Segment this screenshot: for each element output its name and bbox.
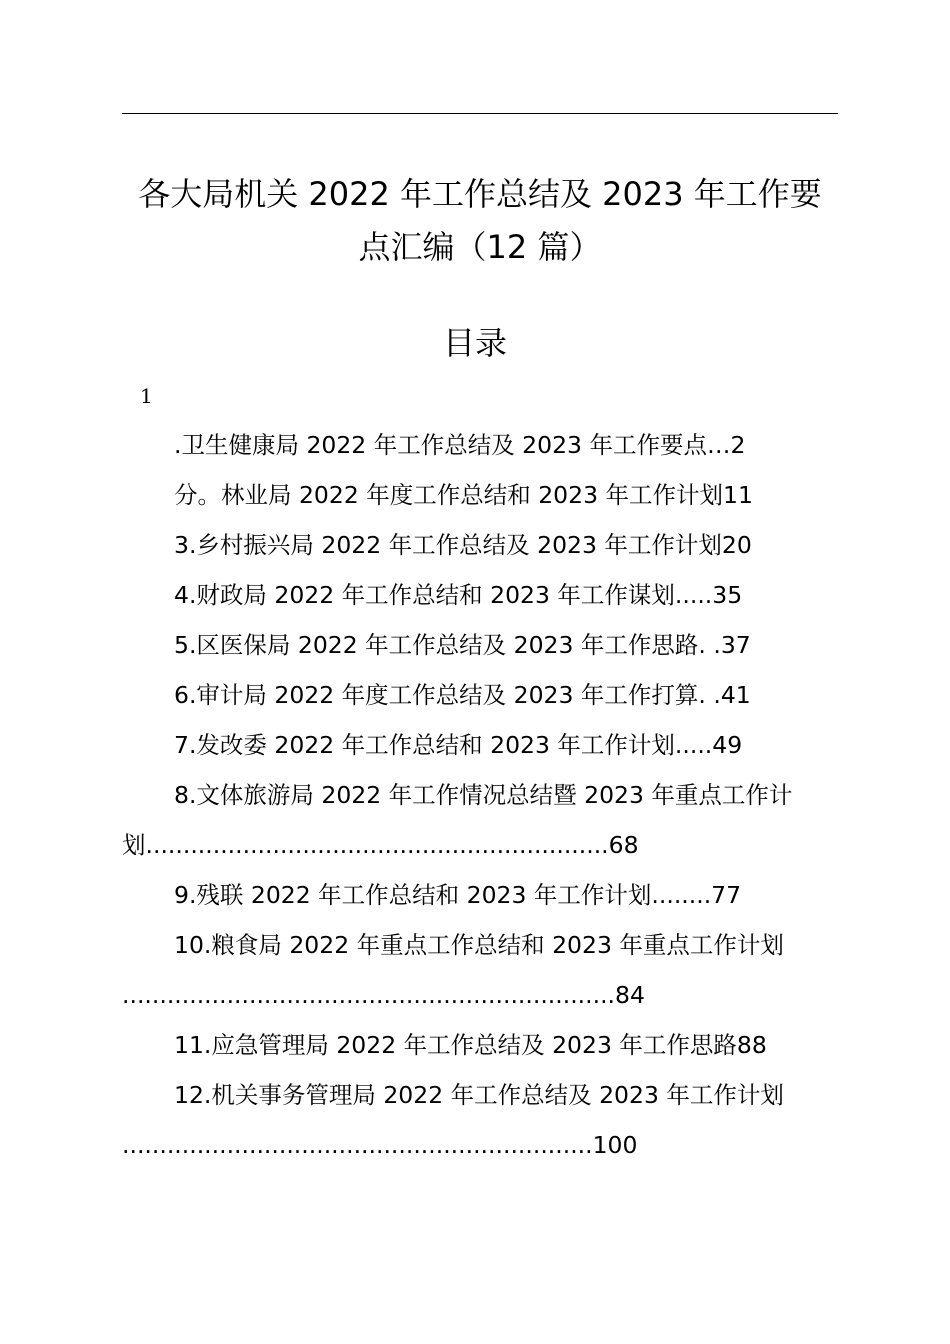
toc-entry-3[interactable]: 3.乡村振兴局 2022 年工作总结及 2023 年工作计划20 xyxy=(174,531,752,559)
top-horizontal-rule xyxy=(122,113,838,114)
toc-entry-8-continued[interactable]: 划..............................................................68 xyxy=(122,831,639,859)
toc-entry-7[interactable]: 7.发改委 2022 年工作总结和 2023 年工作计划.....49 xyxy=(174,731,743,759)
title-line-1: 各大局机关 2022 年工作总结及 2023 年工作要 xyxy=(138,175,822,213)
toc-entry-1[interactable]: .卫生健康局 2022 年工作总结及 2023 年工作要点…2 xyxy=(174,431,746,459)
stray-page-number: 1 xyxy=(140,384,153,408)
toc-entry-4[interactable]: 4.财政局 2022 年工作总结和 2023 年工作谋划.....35 xyxy=(174,581,743,609)
document-title xyxy=(110,168,850,274)
toc-entry-10-continued[interactable]: ..................................................................84 xyxy=(122,981,645,1009)
toc-entry-12-continued[interactable]: ...............................................................100 xyxy=(122,1131,638,1159)
toc-entry-11[interactable]: 11.应急管理局 2022 年工作总结及 2023 年工作思路88 xyxy=(174,1031,767,1059)
toc-entry-9[interactable]: 9.残联 2022 年工作总结和 2023 年工作计划........77 xyxy=(174,881,742,909)
title-line-2: 点汇编（12 篇） xyxy=(358,228,602,266)
toc-entry-5[interactable]: 5.区医保局 2022 年工作总结及 2023 年工作思路. .37 xyxy=(174,631,751,659)
toc-entry-8[interactable]: 8.文体旅游局 2022 年工作情况总结暨 2023 年重点工作计 xyxy=(174,781,793,809)
toc-entry-12[interactable]: 12.机关事务管理局 2022 年工作总结及 2023 年工作计划 xyxy=(174,1081,784,1109)
toc-entry-2[interactable]: 分。林业局 2022 年度工作总结和 2023 年工作计划11 xyxy=(174,481,753,509)
table-of-contents xyxy=(122,420,838,1170)
toc-heading: 目录 xyxy=(442,324,507,362)
toc-entry-6[interactable]: 6.审计局 2022 年度工作总结及 2023 年工作打算. .41 xyxy=(174,681,751,709)
toc-entry-10[interactable]: 10.粮食局 2022 年重点工作总结和 2023 年重点工作计划 xyxy=(174,931,784,959)
